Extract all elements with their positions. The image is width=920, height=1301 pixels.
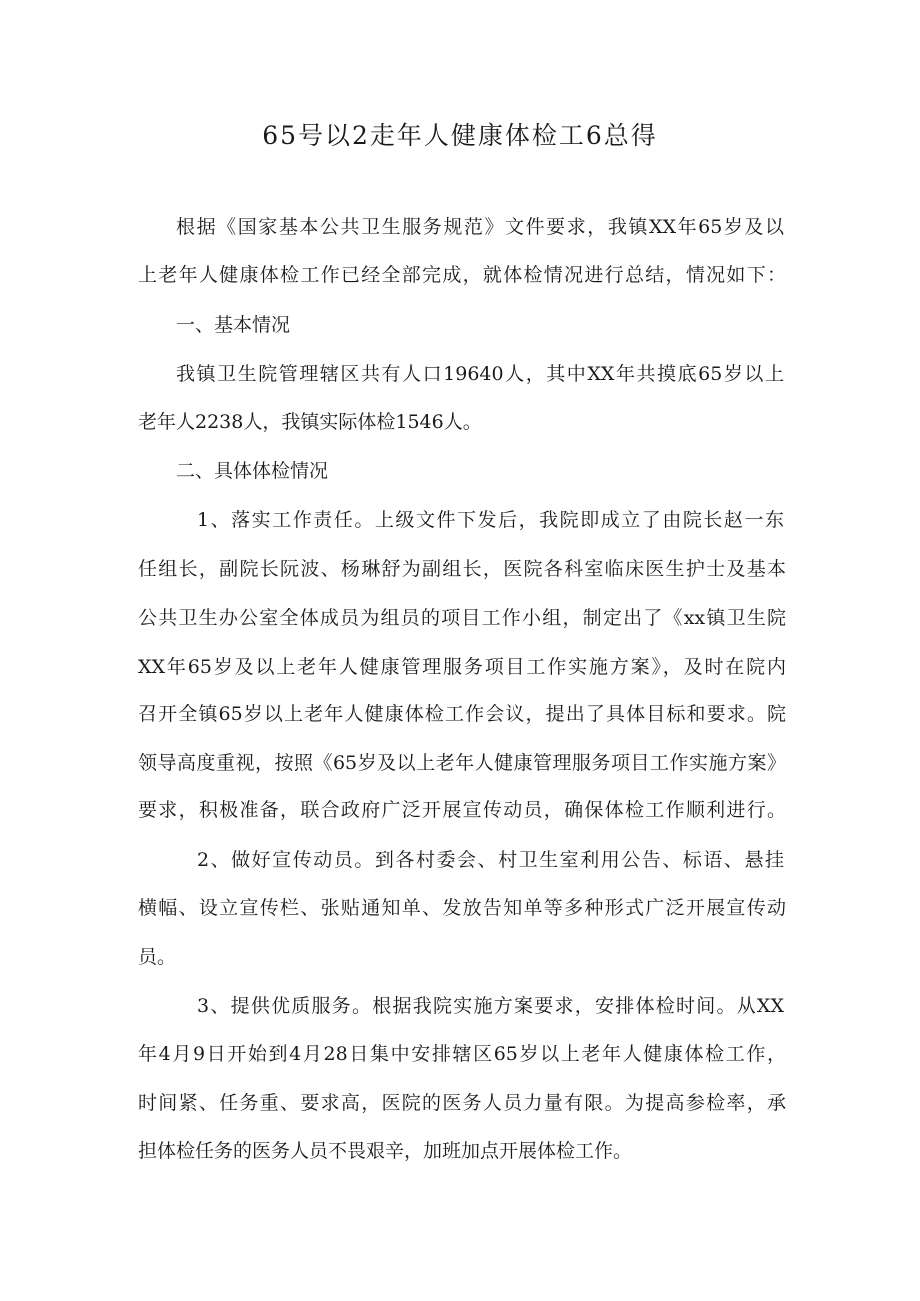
paragraph-line: 任组长，副院长阮波、杨琳舒为副组长，医院各科室临床医生护士及基本: [138, 558, 786, 580]
paragraph-line: 根据《国家基本公共卫生服务规范》文件要求，我镇XX年65岁及以: [176, 216, 784, 238]
paragraph-line: 我镇卫生院管理辖区共有人口19640人，其中XX年共摸底65岁以上: [176, 363, 784, 385]
paragraph-line: 员。: [138, 946, 177, 968]
paragraph-line: 担体检任务的医务人员不畏艰辛，加班加点开展体检工作。: [138, 1140, 633, 1162]
paragraph-line: 老年人2238人，我镇实际体检1546人。: [138, 411, 482, 433]
paragraph-line: 年4月9日开始到4月28日集中安排辖区65岁以上老年人健康体检工作，: [138, 1043, 786, 1065]
paragraph-line: 领导高度重视，按照《65岁及以上老年人健康管理服务项目工作实施方案》: [138, 752, 786, 774]
paragraph-line: 召开全镇65岁以上老年人健康体检工作会议，提出了具体目标和要求。院: [138, 703, 786, 725]
document-title: 65号以2走年人健康体检工6总得: [262, 121, 658, 150]
paragraph-line: 时间紧、任务重、要求高，医院的医务人员力量有限。为提高参检率，承: [138, 1092, 786, 1114]
paragraph-line: 1、落实工作责任。上级文件下发后，我院即成立了由院长赵一东: [197, 509, 784, 531]
paragraph-line: 2、做好宣传动员。到各村委会、村卫生室利用公告、标语、悬挂: [197, 849, 784, 871]
paragraph-line: 要求，积极准备，联合政府广泛开展宣传动员，确保体检工作顺利进行。: [138, 799, 786, 821]
paragraph-line: 横幅、设立宣传栏、张贴通知单、发放告知单等多种形式广泛开展宣传动: [138, 897, 786, 919]
paragraph-line: 上老年人健康体检工作已经全部完成，就体检情况进行总结，情况如下：: [138, 264, 786, 286]
paragraph-line: XX年65岁及以上老年人健康管理服务项目工作实施方案》，及时在院内: [138, 656, 786, 678]
paragraph-line: 公共卫生办公室全体成员为组员的项目工作小组，制定出了《xx镇卫生院: [138, 607, 786, 629]
paragraph-line: 3、提供优质服务。根据我院实施方案要求，安排体检时间。从XX: [197, 995, 784, 1017]
section-heading: 一、基本情况: [176, 314, 291, 336]
section-heading: 二、具体体检情况: [176, 460, 329, 482]
